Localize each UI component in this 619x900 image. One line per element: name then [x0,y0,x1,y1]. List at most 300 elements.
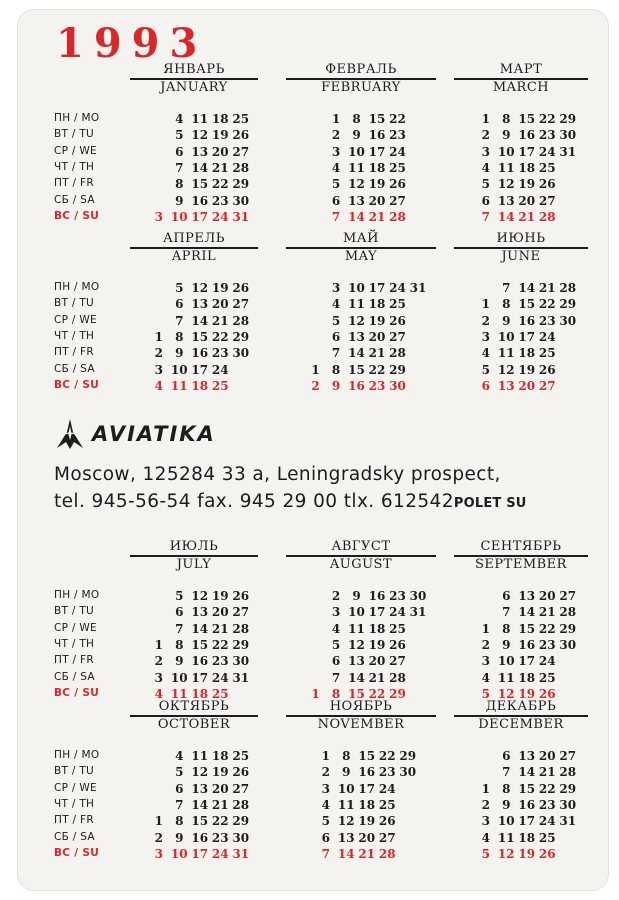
day-number: 6 [175,781,184,796]
day-number: 1 [154,637,163,652]
day-number: 17 [191,209,209,224]
day-number: 22 [538,621,556,636]
day-number: 11 [497,346,515,361]
day-number: 2 [481,128,490,143]
day-number: 29 [559,112,577,126]
day-number: 14 [518,765,536,780]
day-number: 9 [342,765,351,780]
day-number: 13 [348,654,365,669]
day-number: 29 [232,637,250,652]
day-number: 4 [154,686,163,701]
weekday-label: СР / WE [54,781,97,794]
company-name: AVIATIKA [92,422,216,446]
weekday-label: ВТ / TU [54,297,95,310]
day-number: 21 [538,765,556,780]
day-number: 21 [358,846,376,861]
day-number: 22 [211,814,229,829]
day-number: 4 [331,621,341,636]
day-number: 9 [502,797,511,812]
day-number: 11 [348,621,365,636]
day-number: 12 [348,177,365,192]
day-number: 18 [211,112,229,126]
day-number: 13 [518,749,536,763]
day-number: 9 [352,128,361,143]
day-number: 12 [497,362,515,377]
day-number: 24 [538,654,556,669]
weekday-label: ВС / SU [54,378,100,391]
day-number: 4 [481,160,490,175]
day-number: 20 [368,329,386,344]
day-number: 11 [170,378,188,393]
month-name-en: AUGUST [329,557,393,572]
day-number: 31 [409,281,427,295]
day-number: 17 [358,781,376,796]
weekday-label: ПН / MO [54,281,100,293]
day-number: 6 [331,654,341,669]
day-number: 2 [154,346,163,361]
day-number: 10 [337,781,355,796]
day-number: 2 [481,797,490,812]
day-number: 25 [232,749,250,763]
day-number: 20 [211,605,229,620]
day-number: 19 [211,765,229,780]
day-number: 18 [358,797,376,812]
month-name-en: MAY [344,249,378,264]
day-number: 24 [538,144,556,159]
company-address: Moscow, 125284 33 a, Leningradsky prospect, [54,464,501,485]
day-number: 2 [154,654,163,669]
day-number: 24 [389,281,406,295]
day-number: 13 [497,193,515,208]
day-number: 11 [337,797,355,812]
weekday-label: ПН / MO [54,112,100,124]
day-number: 8 [331,686,341,701]
day-number: 9 [352,589,361,603]
day-number: 5 [481,846,490,861]
day-number: 18 [368,160,386,175]
day-number: 2 [311,378,320,393]
weekday-label: СБ / SA [54,193,95,206]
day-number: 28 [232,160,250,175]
day-number: 10 [348,281,365,295]
day-number: 17 [368,281,386,295]
day-number: 28 [389,209,406,224]
day-number: 1 [311,362,320,377]
day-number: 12 [497,846,515,861]
day-number: 13 [337,830,355,845]
day-number: 6 [481,193,490,208]
day-number: 23 [211,193,229,208]
weekday-label: ЧТ / TH [54,797,95,810]
day-number: 5 [175,765,184,780]
month-name-en: JANUARY [160,80,228,95]
day-number: 14 [348,670,365,685]
day-number: 20 [518,193,536,208]
day-number: 15 [191,177,209,192]
day-number: 7 [502,281,511,295]
day-number: 26 [232,128,250,143]
day-number: 29 [559,297,577,312]
day-number: 7 [502,605,511,620]
day-number: 13 [497,378,515,393]
day-number: 21 [518,209,536,224]
day-number: 2 [321,765,330,780]
day-number: 17 [191,362,209,377]
day-number: 16 [191,346,209,361]
weekday-label: СР / WE [54,621,97,634]
day-number: 14 [348,346,365,361]
day-number: 18 [518,160,536,175]
day-number: 15 [518,297,536,312]
day-number: 24 [211,670,229,685]
day-number: 28 [559,281,577,295]
month-march [454,63,588,229]
weekday-label: ЧТ / TH [54,160,95,173]
day-number: 25 [538,830,556,845]
day-number: 9 [175,193,184,208]
day-number: 10 [170,670,188,685]
day-number: 21 [211,621,229,636]
day-number: 21 [538,281,556,295]
day-number: 19 [518,686,536,701]
weekday-label: ПТ / FR [54,654,94,667]
day-number: 10 [348,605,365,620]
day-number: 3 [321,781,330,796]
day-number: 23 [368,378,386,393]
day-number: 15 [368,112,386,126]
day-number: 3 [481,144,490,159]
day-number: 7 [175,797,184,812]
day-number: 29 [559,781,577,796]
day-number: 1 [321,749,330,763]
day-number: 13 [518,589,536,603]
day-number: 7 [175,621,184,636]
day-number: 30 [559,128,577,143]
month-december [454,700,588,866]
day-number: 16 [518,313,536,328]
day-number: 16 [518,797,536,812]
day-number: 9 [502,128,511,143]
day-number: 31 [232,209,250,224]
day-number: 6 [331,193,341,208]
day-number: 23 [389,128,406,143]
day-number: 20 [358,830,376,845]
day-number: 6 [321,830,330,845]
day-number: 6 [175,297,184,312]
day-number: 1 [481,781,490,796]
day-number: 27 [389,193,406,208]
day-number: 4 [321,797,330,812]
weekday-label: СР / WE [54,144,97,157]
day-number: 1 [154,329,163,344]
day-number: 17 [518,654,536,669]
month-february [286,63,436,229]
day-number: 10 [170,362,188,377]
day-number: 14 [518,281,536,295]
month-name-ru: ЯНВАРЬ [163,62,225,77]
day-number: 22 [211,177,229,192]
day-number: 3 [331,144,341,159]
day-number: 24 [538,329,556,344]
day-number: 17 [191,670,209,685]
day-number: 9 [502,313,511,328]
weekday-label: СР / WE [54,313,97,326]
day-number: 22 [211,329,229,344]
month-name-en: MARCH [492,80,550,95]
day-number: 9 [331,378,341,393]
day-number: 22 [378,749,396,763]
day-number: 30 [559,637,577,652]
day-number: 29 [232,814,250,829]
day-number: 16 [368,589,386,603]
day-number: 4 [175,749,184,763]
day-number: 8 [175,814,184,829]
day-number: 25 [211,378,229,393]
day-number: 4 [481,346,490,361]
day-number: 30 [232,193,250,208]
day-number: 28 [389,346,406,361]
calendar-card [18,10,608,890]
day-number: 6 [481,378,490,393]
day-number: 19 [518,362,536,377]
day-number: 28 [232,621,250,636]
day-number: 16 [358,765,376,780]
day-number: 6 [502,589,511,603]
month-name-en: APRIL [171,249,217,264]
day-number: 26 [538,846,556,861]
day-number: 7 [175,160,184,175]
day-number: 4 [331,160,341,175]
month-name-ru: НОЯБРЬ [329,699,393,714]
day-number: 5 [481,686,490,701]
day-number: 18 [191,686,209,701]
weekday-label: ПТ / FR [54,346,94,359]
day-number: 10 [348,144,365,159]
weekday-label: ЧТ / TH [54,637,95,650]
month-name-en: JULY [176,557,212,572]
day-number: 18 [368,297,386,312]
day-number: 2 [481,313,490,328]
day-number: 4 [154,378,163,393]
day-number: 1 [331,112,341,126]
day-number: 3 [154,362,163,377]
day-number: 25 [378,797,396,812]
month-july [130,540,258,706]
day-number: 29 [399,749,417,763]
weekday-label: ВС / SU [54,209,100,222]
day-number: 4 [175,112,184,126]
month-name-ru: ФЕВРАЛЬ [325,62,397,77]
day-number: 13 [348,193,365,208]
month-name-en: DECEMBER [478,717,564,732]
day-number: 5 [331,313,341,328]
day-number: 12 [191,128,209,143]
day-number: 19 [518,846,536,861]
day-number: 7 [175,313,184,328]
day-number: 19 [358,814,376,829]
day-number: 20 [538,749,556,763]
day-number: 25 [211,686,229,701]
day-number: 15 [358,749,376,763]
day-number: 23 [538,637,556,652]
day-number: 25 [389,621,406,636]
day-number: 11 [348,297,365,312]
day-number: 8 [175,329,184,344]
day-number: 25 [389,297,406,312]
weekday-label: ПТ / FR [54,177,94,190]
day-number: 15 [518,781,536,796]
day-number: 31 [559,814,577,829]
weekday-label: ВТ / TU [54,605,95,618]
day-number: 12 [191,281,209,295]
day-number: 19 [368,637,386,652]
day-number: 8 [175,177,184,192]
day-number: 27 [378,830,396,845]
day-number: 15 [518,112,536,126]
month-name-en: OCTOBER [157,717,231,732]
telex-code: POLET SU [453,496,527,511]
day-number: 27 [232,297,250,312]
month-november [286,700,436,866]
day-number: 7 [502,765,511,780]
month-january [130,63,258,229]
day-number: 2 [331,589,341,603]
day-number: 1 [154,814,163,829]
day-number: 2 [331,128,341,143]
day-number: 24 [378,781,396,796]
day-number: 18 [191,378,209,393]
day-number: 25 [538,670,556,685]
day-number: 15 [191,329,209,344]
day-number: 1 [481,112,490,126]
day-number: 28 [559,765,577,780]
day-number: 7 [331,670,341,685]
day-number: 3 [331,281,341,295]
day-number: 24 [211,209,229,224]
day-number: 30 [232,346,250,361]
day-number: 3 [481,329,490,344]
day-number: 11 [497,160,515,175]
month-april [130,232,258,398]
day-number: 16 [191,654,209,669]
day-number: 18 [518,346,536,361]
day-number: 29 [389,362,406,377]
day-number: 10 [497,814,515,829]
day-number: 30 [559,313,577,328]
day-number: 5 [175,281,184,295]
day-number: 7 [321,846,330,861]
day-number: 14 [518,605,536,620]
day-number: 22 [538,297,556,312]
day-number: 8 [331,362,341,377]
day-number: 6 [175,605,184,620]
day-number: 19 [211,281,229,295]
day-number: 9 [175,830,184,845]
day-number: 14 [191,160,209,175]
month-name-en: JUNE [501,249,541,264]
month-october [130,700,258,866]
day-number: 18 [518,830,536,845]
day-number: 28 [232,313,250,328]
day-number: 10 [497,144,515,159]
day-number: 16 [191,830,209,845]
day-number: 4 [481,670,490,685]
day-number: 10 [170,846,188,861]
day-number: 24 [389,605,406,620]
day-number: 15 [191,814,209,829]
weekday-label: ПТ / FR [54,814,94,827]
weekday-label: ПН / MO [54,749,100,761]
day-number: 8 [502,781,511,796]
month-name-ru: МАРТ [499,62,543,77]
day-number: 21 [368,346,386,361]
day-number: 11 [170,686,188,701]
day-number: 17 [368,605,386,620]
day-number: 2 [154,830,163,845]
day-number: 22 [211,637,229,652]
day-number: 21 [211,160,229,175]
day-number: 15 [518,621,536,636]
day-number: 7 [331,346,341,361]
day-number: 27 [232,605,250,620]
day-number: 28 [389,670,406,685]
day-number: 26 [232,765,250,780]
weekday-label: ЧТ / TH [54,329,95,342]
day-number: 26 [378,814,396,829]
day-number: 30 [232,830,250,845]
day-number: 27 [538,193,556,208]
day-number: 5 [481,362,490,377]
month-name-en: NOVEMBER [317,717,405,732]
day-number: 27 [389,329,406,344]
day-number: 24 [538,814,556,829]
day-number: 15 [191,637,209,652]
day-number: 5 [331,177,341,192]
day-number: 9 [175,654,184,669]
day-number: 23 [378,765,396,780]
day-number: 30 [409,589,427,603]
day-number: 11 [191,749,209,763]
day-number: 23 [211,346,229,361]
day-number: 19 [368,177,386,192]
day-number: 28 [538,209,556,224]
weekday-label: ВС / SU [54,846,100,859]
day-number: 18 [368,621,386,636]
month-may [286,232,436,398]
day-number: 3 [154,209,163,224]
day-number: 23 [538,313,556,328]
day-number: 17 [191,846,209,861]
day-number: 27 [559,589,577,603]
day-number: 28 [232,797,250,812]
day-number: 26 [232,281,250,295]
day-number: 27 [232,781,250,796]
month-name-ru: ИЮЛЬ [169,539,219,554]
day-number: 13 [191,297,209,312]
day-number: 17 [518,329,536,344]
day-number: 8 [502,621,511,636]
day-number: 21 [368,209,386,224]
day-number: 20 [368,654,386,669]
day-number: 16 [348,378,365,393]
day-number: 20 [211,781,229,796]
month-name-ru: МАЙ [343,231,379,246]
day-number: 14 [348,209,365,224]
day-number: 14 [497,209,515,224]
day-number: 24 [211,846,229,861]
month-august [286,540,436,706]
day-number: 12 [497,686,515,701]
